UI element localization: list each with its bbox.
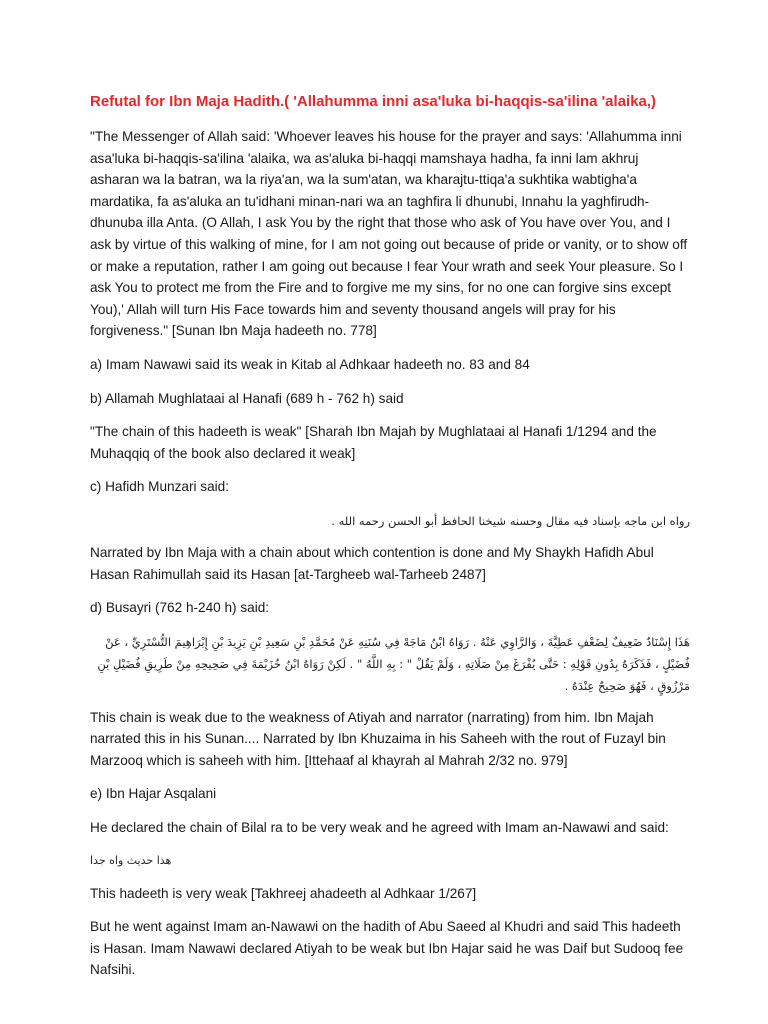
section-e-arabic: هذا حديث واه جدا (90, 853, 172, 867)
hadith-text: "The Messenger of Allah said: 'Whoever leaves his house for the prayer and says: 'Allahumma inni asa'luka bi-haqqis-sa'ilina 'alaika, wa as'aluka bi-haqqi mamshaya hadha, fa inni lam akhruj asharan wa la batran, wa la riya'an, wa la sum'atan, wa kharajtu-ttiqa'a sukhtika wabtigha'a mardatika, fa as'aluka an tu'idhani minan-nari wa an taghfira li dhunubi, Innahu la yaghfirudh-dhunuba illa Anta. (O Allah, I ask You by the right that those who ask of You have over You, and I ask by virtue of this walking of mine, for I am not going out because of pride or vanity, or to show off or make a reputation, rather I am going out because I fear Your wrath and seek Your pleasure. So I ask You to protect me from the Fire and to forgive me my sins, for no one can forgive sins except You),' Allah will turn His Face towards him and seventy thousand angels will pray for his forgiveness." [Sunan Ibn Maja hadeeth no. 778] (90, 129, 688, 339)
section-a: a) Imam Nawawi said its weak in Kitab al Adhkaar hadeeth no. 83 and 84 (90, 356, 530, 372)
section-c-arabic: رواه ابن ماجه بإسناد فيه مقال وحسنه شيخنا الحافظ أبو الحسن رحمه الله . (331, 513, 690, 528)
section-c-translation: Narrated by Ibn Maja with a chain about which contention is done and My Shaykh Hafidh Abul Hasan Rahimullah said its Hasan [at-Targheeb wal-Tarheeb 2487] (90, 544, 654, 582)
section-d: d) Busayri (762 h-240 h) said: (90, 600, 270, 616)
document-page (90, 92, 690, 993)
section-b-quote: "The chain of this hadeeth is weak" [Sharah Ibn Majah by Mughlataai al Hanafi 1/1294 and the Muhaqqiq of the book also declared it weak] (90, 424, 657, 461)
section-e-translation: This hadeeth is very weak [Takhreej ahadeeth al Adhkaar 1/267] (90, 885, 477, 901)
page-title: Refutal for Ibn Maja Hadith.( 'Allahumma inni asa'luka bi-haqqis-sa'ilina 'alaika,) (90, 93, 657, 110)
section-d-arabic: هَذَا إِسْنَادٌ ضَعِيفٌ لِضَعْفِ عَطِيَّةَ ، وَالرَّاوِي عَنْهُ . رَوَاهُ ابْنُ مَاجَهْ فِي سُنَنِهِ عَنْ مُحَمَّدِ بْنِ سَعِيدِ بْنِ يَزِيدَ بْنِ إِبْرَاهِيمَ التُّسْتَرِيِّ ، عَنْ فُضَيْلٍ ، فَذَكَرَهُ بِدُونِ قَوْلِهِ : حَتَّى يُفْرَغَ مِنْ صَلَاتِهِ ، وَلَمْ يَقُلْ " : بِهِ اللَّهُ " . لَكِنْ رَوَاهُ ابْنُ خُزَيْمَةَ فِي صَحِيحِهِ مِنْ طَرِيقِ فُضَيْلِ بْنِ مَرْزُوقٍ ، فَهُوَ صَحِيحٌ عِنْدَهُ . (97, 634, 690, 693)
section-e: e) Ibn Hajar Asqalani (90, 786, 217, 802)
section-e-text: He declared the chain of Bilal ra to be very weak and he agreed with Imam an-Nawawi and said: (90, 820, 669, 836)
section-c: c) Hafidh Munzari said: (90, 479, 230, 495)
section-b: b) Allamah Mughlataai al Hanafi (689 h - 762 h) said (90, 390, 404, 406)
closing-text: But he went against Imam an-Nawawi on the hadith of Abu Saeed al Khudri and said This hadeeth is Hasan. Imam Nawawi declared Atiyah to be weak but Ibn Hajar said he was Daif but Sudooq fee Nafsihi. (90, 919, 684, 978)
section-d-translation: This chain is weak due to the weakness of Atiyah and narrator (narrating) from him. Ibn Majah narrated this in his Sunan.... Narrated by Ibn Khuzaima in his Saheeh with the rout of Fuzayl bin Marzooq which is saheeh with him. [Ittehaaf al khayrah al Mahrah 2/32 no. 979] (90, 709, 666, 768)
